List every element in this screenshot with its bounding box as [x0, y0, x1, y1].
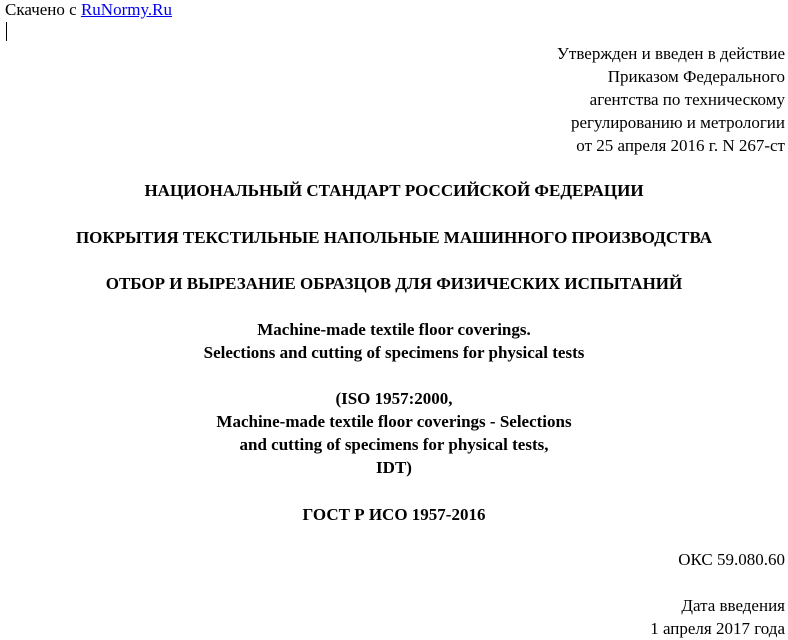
downloaded-prefix: Скачено с	[5, 0, 77, 19]
introduction-date: 1 апреля 2017 года	[650, 619, 785, 638]
english-title-line-1: Machine-made textile floor coverings.	[257, 320, 531, 339]
introduction-date-label: Дата введения	[681, 596, 785, 615]
download-source-line	[5, 0, 172, 21]
standard-name-line-2: ОТБОР И ВЫРЕЗАНИЕ ОБРАЗЦОВ ДЛЯ ФИЗИЧЕСКИХ ИСПЫТАНИЙ	[105, 274, 683, 293]
approval-line: агентства по техническому	[589, 90, 785, 109]
approval-line: Приказом Федерального	[607, 67, 785, 86]
standard-name-line-1: ПОКРЫТИЯ ТЕКСТИЛЬНЫЕ НАПОЛЬНЫЕ МАШИННОГО ПРОИЗВОДСТВА	[75, 228, 713, 247]
iso-reference-line-4: IDT)	[376, 458, 412, 477]
oks-code: ОКС 59.080.60	[678, 550, 785, 569]
approval-line: Утвержден и введен в действие	[556, 44, 785, 63]
iso-reference-line-2: Machine-made textile floor coverings - Selections	[216, 412, 572, 431]
text-cursor	[6, 22, 7, 41]
approval-line: от 25 апреля 2016 г. N 267-ст	[576, 136, 785, 155]
standard-designation: ГОСТ Р ИСО 1957-2016	[302, 505, 486, 524]
english-title-line-2: Selections and cutting of specimens for physical tests	[203, 343, 585, 362]
source-link[interactable]: RuNormy.Ru	[80, 0, 172, 19]
approval-block	[557, 42, 785, 157]
approval-line: регулированию и метрологии	[570, 113, 785, 132]
iso-reference-line-1: (ISO 1957:2000,	[335, 389, 453, 408]
standard-kind-heading: НАЦИОНАЛЬНЫЙ СТАНДАРТ РОССИЙСКОЙ ФЕДЕРАЦИИ	[144, 181, 644, 200]
iso-reference-line-3: and cutting of specimens for physical tests,	[239, 435, 549, 454]
